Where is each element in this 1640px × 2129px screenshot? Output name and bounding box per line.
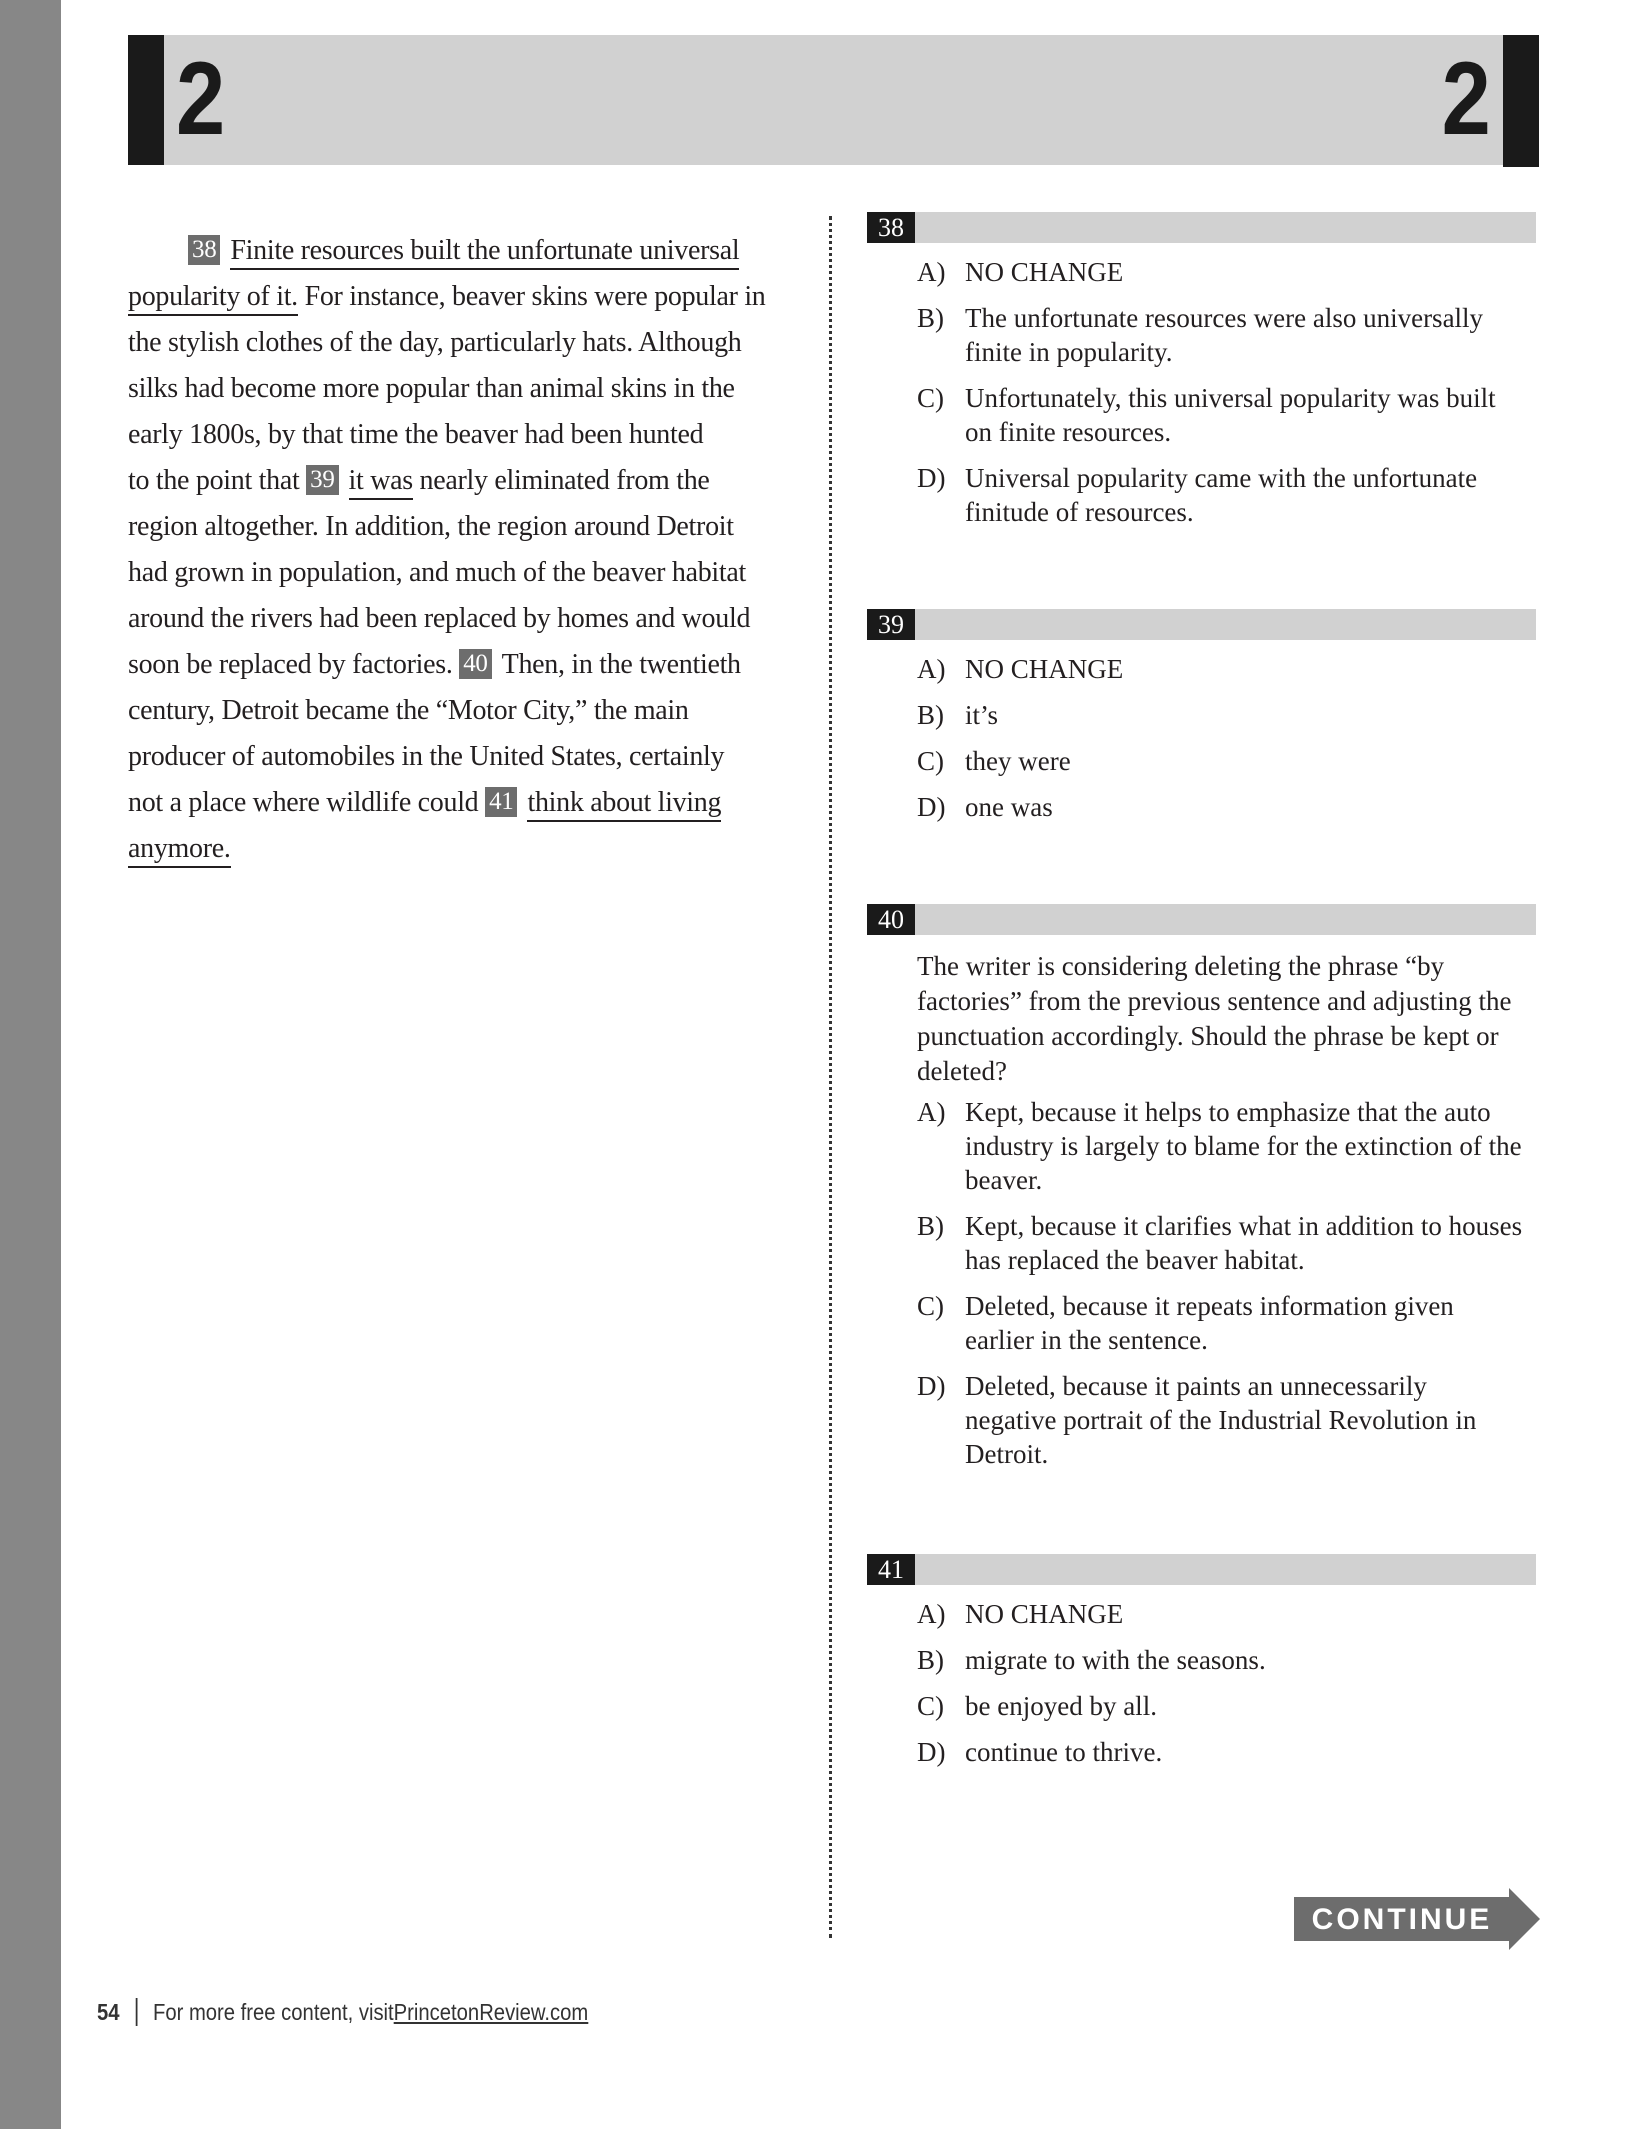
header-bar-right bbox=[1503, 35, 1539, 167]
passage-line bbox=[128, 642, 808, 688]
continue-label: CONTINUE bbox=[1311, 1903, 1493, 1936]
option-letter: A) bbox=[917, 1599, 946, 1629]
passage-line bbox=[128, 412, 808, 458]
option-text: NO CHANGE bbox=[965, 1599, 1124, 1629]
passage-text: Then, in the twentieth bbox=[501, 649, 741, 680]
option-text: Deleted, because it paints an unnecessarily negative portrait of the Industrial Revolution in Detroit. bbox=[965, 1371, 1477, 1469]
footer-text: For more free content, visit bbox=[152, 1998, 394, 2025]
answer-option-c[interactable] bbox=[867, 381, 1536, 449]
answer-option-d[interactable] bbox=[867, 790, 1536, 824]
answer-option-a[interactable] bbox=[867, 652, 1536, 686]
question-number: 38 bbox=[867, 212, 915, 243]
passage-line bbox=[128, 458, 808, 504]
option-letter: D) bbox=[917, 1371, 946, 1401]
answer-option-c[interactable] bbox=[867, 1289, 1536, 1357]
passage-text: silks had become more popular than animal skins in the bbox=[128, 373, 735, 404]
answer-option-a[interactable] bbox=[867, 255, 1536, 289]
option-letter: C) bbox=[917, 746, 944, 776]
passage-text: century, Detroit became the “Motor City,” the main bbox=[128, 695, 689, 726]
passage-text: nearly eliminated from the bbox=[412, 465, 710, 496]
answer-option-b[interactable] bbox=[867, 301, 1536, 369]
option-letter: D) bbox=[917, 792, 946, 822]
passage-text: producer of automobiles in the United States, certainly bbox=[128, 741, 725, 772]
option-text: Unfortunately, this universal popularity was built on finite resources. bbox=[965, 383, 1496, 447]
footer bbox=[97, 1998, 588, 2026]
question-41 bbox=[867, 1554, 1536, 1781]
header-bar-left bbox=[128, 35, 164, 165]
answer-option-a[interactable] bbox=[867, 1095, 1536, 1197]
option-letter: C) bbox=[917, 1291, 944, 1321]
page-edge-strip bbox=[0, 0, 61, 2129]
passage-line bbox=[128, 274, 808, 320]
option-letter: B) bbox=[917, 1211, 944, 1241]
option-text: NO CHANGE bbox=[965, 257, 1124, 287]
page-number: 54 bbox=[97, 1998, 120, 2025]
answer-option-b[interactable] bbox=[867, 1209, 1536, 1277]
passage-text: early 1800s, by that time the beaver had been hunted bbox=[128, 419, 704, 450]
question-number: 39 bbox=[867, 609, 915, 640]
option-text: continue to thrive. bbox=[965, 1737, 1163, 1767]
option-text: Kept, because it clarifies what in addition to houses has replaced the beaver habitat. bbox=[965, 1211, 1523, 1275]
passage-text: around the rivers had been replaced by homes and would bbox=[128, 603, 751, 634]
question-header-bar bbox=[867, 212, 1536, 243]
passage-line bbox=[128, 688, 808, 734]
underlined-text: it was bbox=[349, 465, 413, 500]
question-number: 41 bbox=[867, 1554, 915, 1585]
underlined-text: anymore. bbox=[128, 833, 231, 868]
option-text: they were bbox=[965, 746, 1071, 776]
passage-text: not a place where wildlife could bbox=[128, 787, 486, 818]
passage-line bbox=[128, 596, 808, 642]
passage-line bbox=[128, 504, 808, 550]
passage bbox=[128, 228, 808, 872]
passage-line bbox=[128, 228, 808, 274]
question-number: 40 bbox=[867, 904, 915, 935]
question-marker-39[interactable]: 39 bbox=[306, 465, 338, 495]
answer-option-a[interactable] bbox=[867, 1597, 1536, 1631]
option-letter: A) bbox=[917, 654, 946, 684]
passage-text: region altogether. In addition, the region around Detroit bbox=[128, 511, 734, 542]
answer-option-d[interactable] bbox=[867, 461, 1536, 529]
question-39 bbox=[867, 609, 1536, 836]
passage-text: to the point that bbox=[128, 465, 307, 496]
question-38 bbox=[867, 212, 1536, 541]
passage-text: For instance, beaver skins were popular in bbox=[297, 281, 766, 312]
passage-text: had grown in population, and much of the beaver habitat bbox=[128, 557, 746, 588]
option-text: it’s bbox=[965, 700, 999, 730]
option-letter: C) bbox=[917, 383, 944, 413]
question-marker-40[interactable]: 40 bbox=[459, 649, 491, 679]
question-40 bbox=[867, 904, 1536, 1483]
answer-option-c[interactable] bbox=[867, 1689, 1536, 1723]
option-letter: D) bbox=[917, 463, 946, 493]
passage-line bbox=[128, 780, 808, 826]
section-header bbox=[128, 35, 1539, 165]
answer-option-c[interactable] bbox=[867, 744, 1536, 778]
passage-line bbox=[128, 734, 808, 780]
answer-option-d[interactable] bbox=[867, 1369, 1536, 1471]
answer-option-d[interactable] bbox=[867, 1735, 1536, 1769]
passage-line bbox=[128, 826, 808, 872]
passage-text: soon be replaced by factories. bbox=[128, 649, 460, 680]
option-letter: A) bbox=[917, 257, 946, 287]
option-text: Deleted, because it repeats information given earlier in the sentence. bbox=[965, 1291, 1454, 1355]
option-text: be enjoyed by all. bbox=[965, 1691, 1157, 1721]
question-header-bar bbox=[867, 904, 1536, 935]
princeton-review-link[interactable]: PrincetonReview.com bbox=[393, 1998, 589, 2025]
option-letter: B) bbox=[917, 700, 944, 730]
option-letter: B) bbox=[917, 303, 944, 333]
column-divider bbox=[829, 216, 832, 1938]
answer-option-b[interactable] bbox=[867, 698, 1536, 732]
option-text: migrate to with the seasons. bbox=[965, 1645, 1266, 1675]
question-header-bar bbox=[867, 609, 1536, 640]
option-letter: B) bbox=[917, 1645, 944, 1675]
question-marker-38[interactable]: 38 bbox=[188, 235, 220, 265]
passage-line bbox=[128, 320, 808, 366]
question-marker-41[interactable]: 41 bbox=[485, 787, 517, 817]
passage-line bbox=[128, 366, 808, 412]
underlined-text: think about living bbox=[527, 787, 721, 822]
question-header-bar bbox=[867, 1554, 1536, 1585]
option-text: NO CHANGE bbox=[965, 654, 1124, 684]
underlined-text: popularity of it. bbox=[128, 281, 298, 316]
question-stem: The writer is considering deleting the phrase “by factories” from the previous sentence and adjusting the punctuation accordingly. Should the phrase be kept or deleted? bbox=[917, 951, 1512, 1086]
underlined-text: Finite resources built the unfortunate universal bbox=[230, 235, 739, 270]
section-number-right: 2 bbox=[1441, 41, 1491, 157]
option-text: Universal popularity came with the unfortunate finitude of resources. bbox=[965, 463, 1478, 527]
continue-button[interactable] bbox=[1294, 1888, 1540, 1950]
option-letter: A) bbox=[917, 1097, 946, 1127]
answer-option-b[interactable] bbox=[867, 1643, 1536, 1677]
option-text: one was bbox=[965, 792, 1053, 822]
option-text: Kept, because it helps to emphasize that the auto industry is largely to blame for the extinction of the beaver. bbox=[965, 1097, 1522, 1195]
passage-line bbox=[128, 550, 808, 596]
option-text: The unfortunate resources were also universally finite in popularity. bbox=[965, 303, 1484, 367]
option-letter: C) bbox=[917, 1691, 944, 1721]
option-letter: D) bbox=[917, 1737, 946, 1767]
footer-separator bbox=[135, 1998, 137, 2026]
passage-text: the stylish clothes of the day, particularly hats. Although bbox=[128, 327, 742, 358]
section-number-left: 2 bbox=[176, 41, 226, 157]
